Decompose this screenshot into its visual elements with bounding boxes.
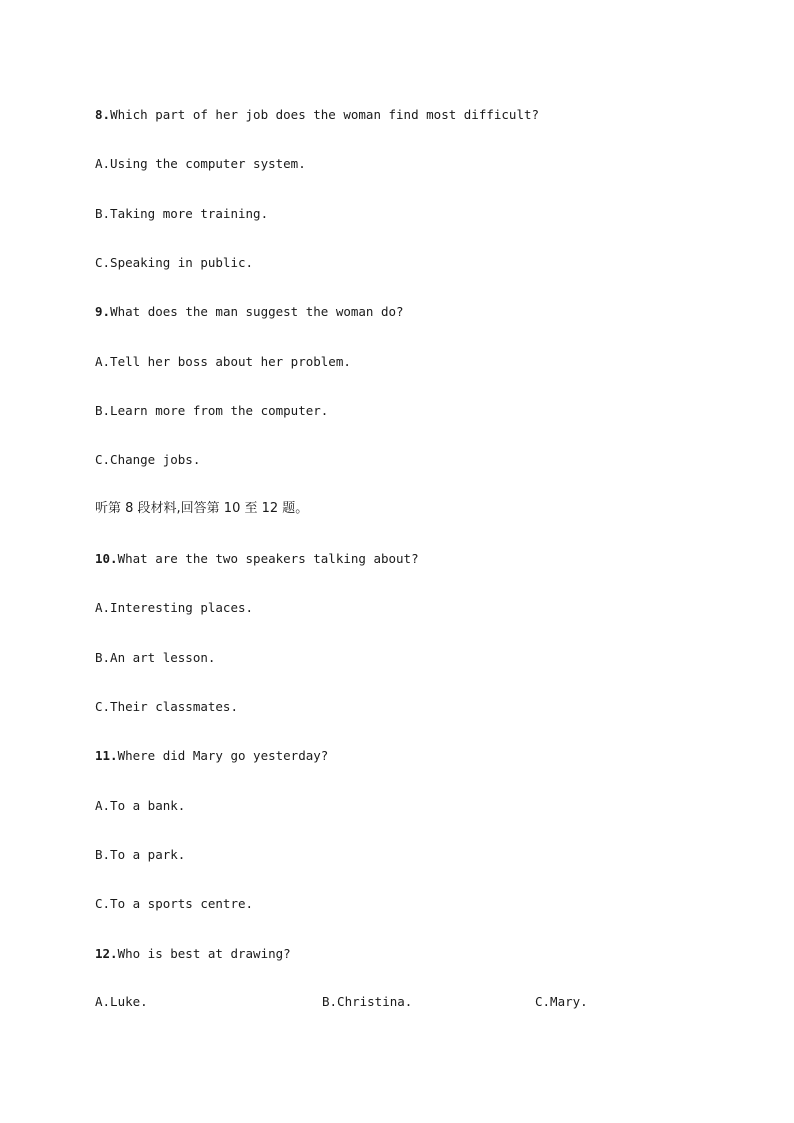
- question-text: Where did Mary go yesterday?: [117, 748, 329, 763]
- question-number: 12.: [95, 946, 118, 961]
- question-number: 11.: [95, 748, 118, 763]
- section-heading: 听第 8 段材料,回答第 10 至 12 题。: [95, 501, 309, 516]
- option-11c: C.To a sports centre.: [95, 896, 254, 911]
- option-8b: B.Taking more training.: [95, 206, 269, 221]
- options-row-12: [95, 994, 695, 1010]
- question-number: 10.: [95, 551, 118, 566]
- option-9b: B.Learn more from the computer.: [95, 403, 329, 418]
- option-12c: C.Mary.: [535, 994, 588, 1009]
- question-text: What are the two speakers talking about?: [117, 551, 419, 566]
- option-12a: A.Luke.: [95, 994, 148, 1009]
- question-text: What does the man suggest the woman do?: [110, 304, 404, 319]
- option-11b: B.To a park.: [95, 847, 186, 862]
- option-12b: B.Christina.: [322, 994, 413, 1009]
- option-11a: A.To a bank.: [95, 798, 186, 813]
- question-11: [95, 748, 328, 764]
- question-text: Which part of her job does the woman find most difficult?: [110, 107, 540, 122]
- option-8c: C.Speaking in public.: [95, 255, 254, 270]
- option-10c: C.Their classmates.: [95, 699, 238, 714]
- option-9c: C.Change jobs.: [95, 452, 201, 467]
- question-12: [95, 946, 291, 962]
- option-10b: B.An art lesson.: [95, 650, 216, 665]
- question-text: Who is best at drawing?: [117, 946, 291, 961]
- option-9a: A.Tell her boss about her problem.: [95, 354, 351, 369]
- option-8a: A.Using the computer system.: [95, 156, 306, 171]
- question-number: 9.: [95, 304, 111, 319]
- option-10a: A.Interesting places.: [95, 600, 254, 615]
- question-9: [95, 304, 404, 320]
- question-number: 8.: [95, 107, 111, 122]
- question-8: [95, 107, 539, 123]
- question-10: [95, 551, 419, 567]
